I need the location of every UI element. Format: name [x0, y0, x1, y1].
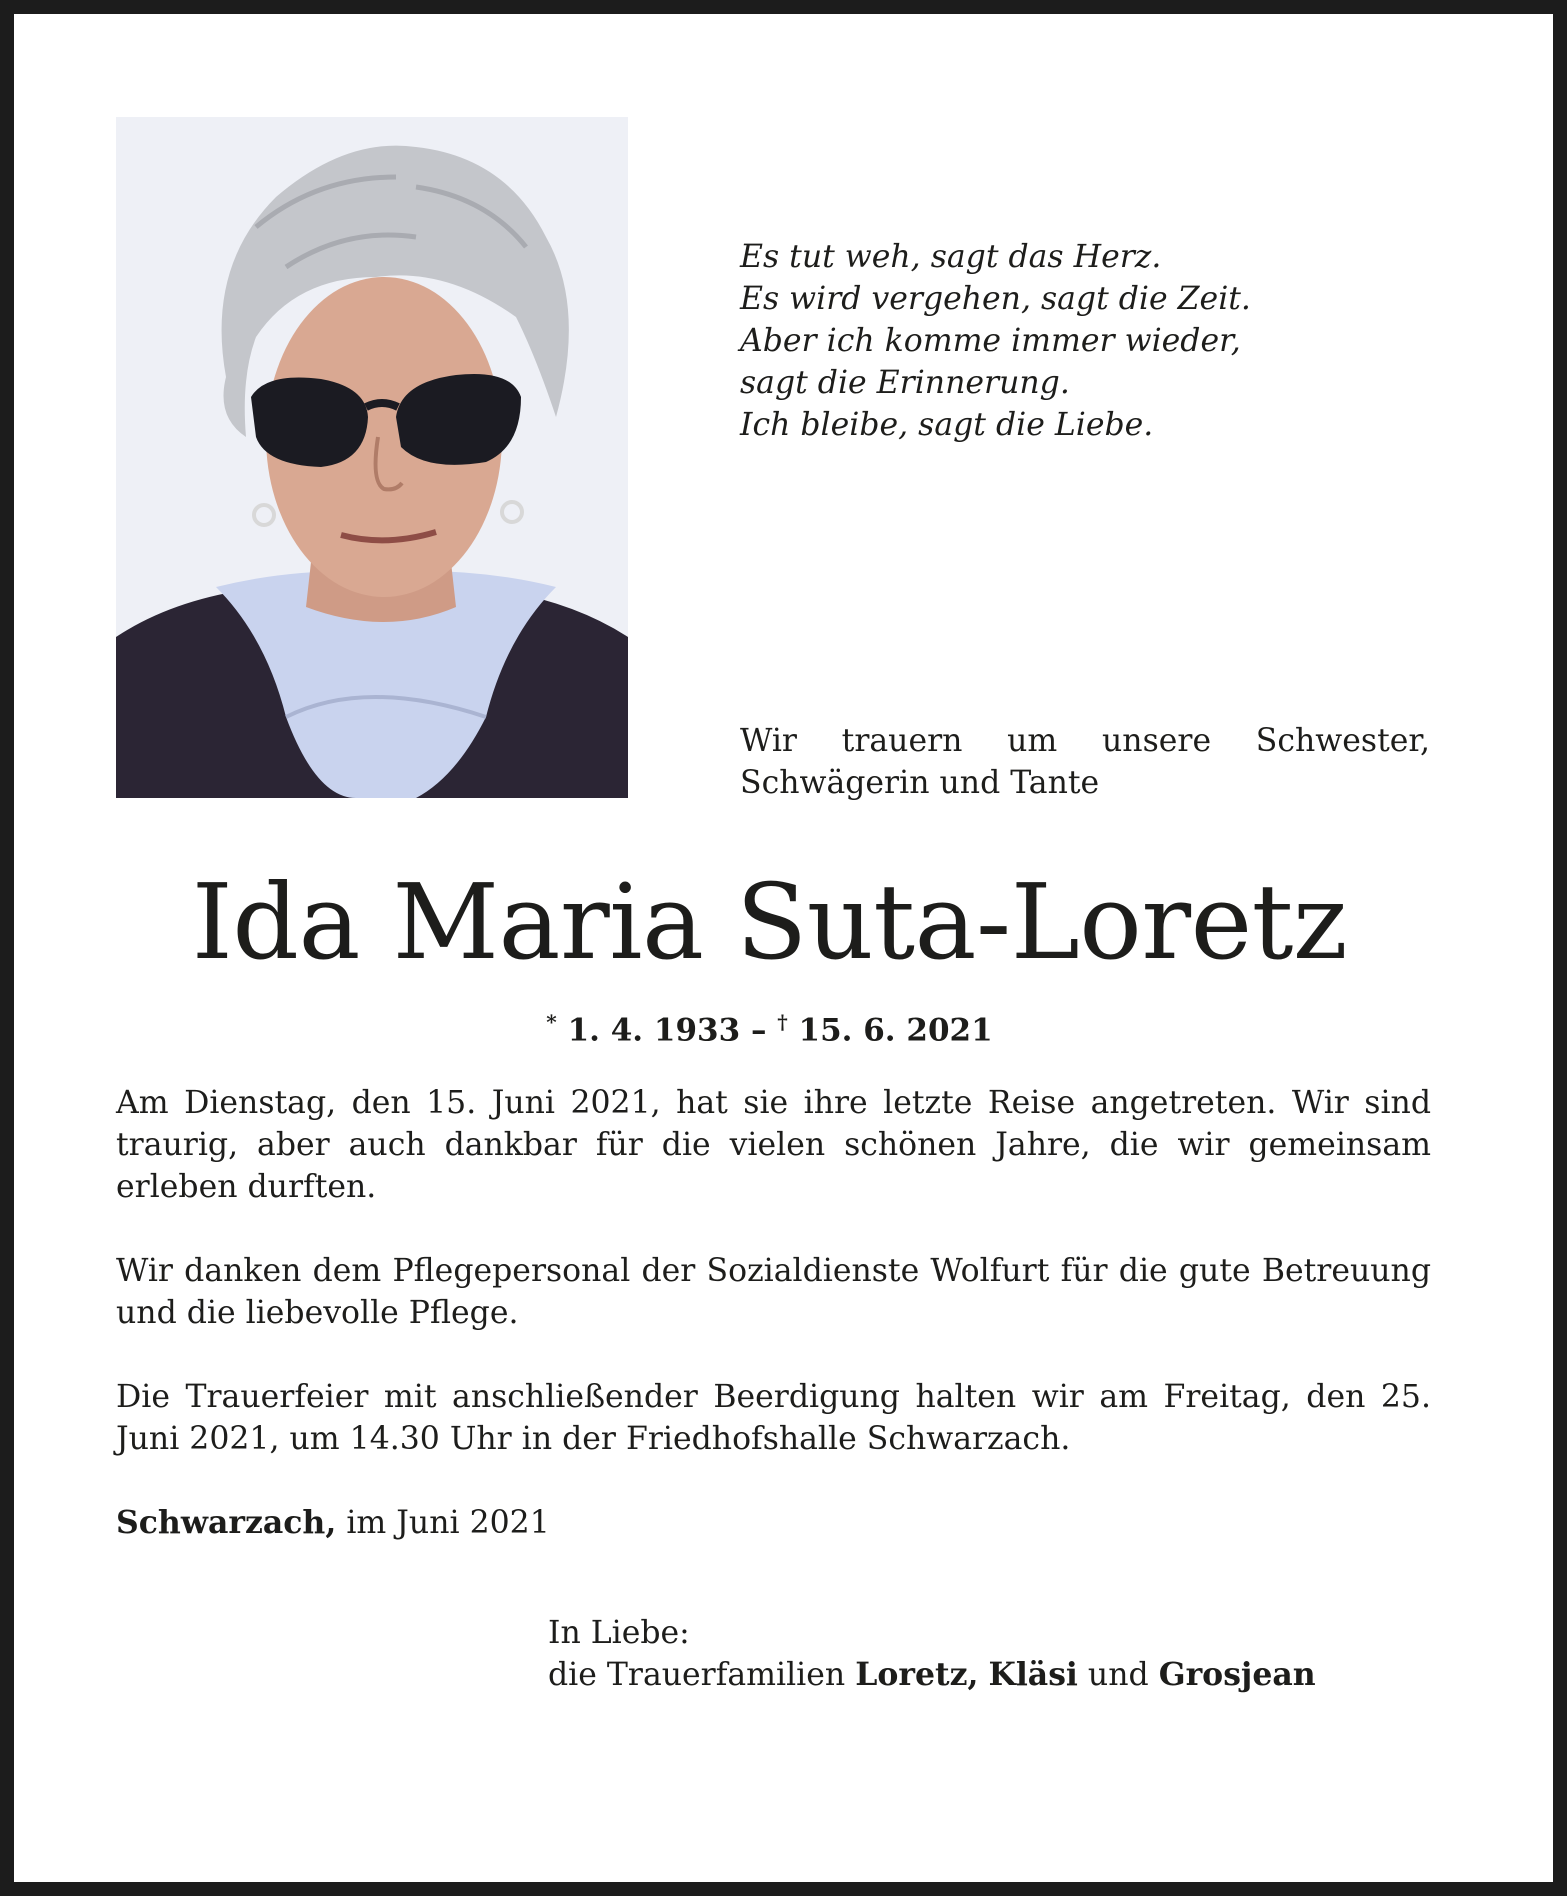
poem-line: Ich bleibe, sagt die Liebe. [740, 407, 1154, 443]
paragraph-thanks: Wir danken dem Pflegepersonal der Sozialdienste Wolfurt für die gute Betreuung und die liebevolle Pflege. [116, 1253, 1431, 1331]
poem-line: sagt die Erinnerung. [740, 365, 1070, 401]
deceased-name: Ida Maria Suta-Loretz [191, 861, 1348, 983]
death-date: 15. 6. 2021 [798, 1012, 993, 1049]
signature-families [548, 1654, 1316, 1696]
paragraph-journey: Am Dienstag, den 15. Juni 2021, hat sie ihre letzte Reise angetreten. Wir sind traurig, aber auch dankbar für die vielen schönen Jahre, die wir gemeinsam erleben durften. [116, 1085, 1431, 1205]
death-mark: † [777, 1010, 788, 1034]
birth-date: 1. 4. 1933 [567, 1012, 741, 1049]
date-separator: – [750, 1012, 767, 1049]
signature-prefix: die Trauerfamilien [548, 1657, 846, 1693]
signature-conjunction: und [1087, 1657, 1149, 1693]
paragraph-funeral: Die Trauerfeier mit anschließender Beerdigung halten wir am Freitag, den 25. Juni 2021, um 14.30 Uhr in der Friedhofshalle Schwarzach. [116, 1379, 1431, 1457]
place-and-date [116, 1502, 550, 1544]
birth-mark: * [546, 1010, 557, 1034]
family-klaesi: Kläsi [988, 1656, 1078, 1693]
place-date: im Juni 2021 [346, 1505, 550, 1541]
poem-line: Es tut weh, sagt das Herz. [740, 239, 1162, 275]
life-dates [0, 1002, 1553, 1050]
mourning-intro: Wir trauern um unsere Schwester, Schwägerin und Tante [740, 723, 1430, 801]
place-town: Schwarzach, [116, 1504, 337, 1541]
poem-line: Es wird vergehen, sagt die Zeit. [740, 281, 1251, 317]
poem [740, 236, 1251, 446]
signature-heading: In Liebe: [548, 1615, 690, 1651]
signature [548, 1612, 1316, 1696]
poem-line: Aber ich komme immer wieder, [740, 323, 1241, 359]
portrait-illustration [116, 117, 628, 798]
family-grosjean: Grosjean [1158, 1656, 1316, 1693]
family-loretz: Loretz, [855, 1656, 979, 1693]
portrait-photo [116, 117, 628, 798]
